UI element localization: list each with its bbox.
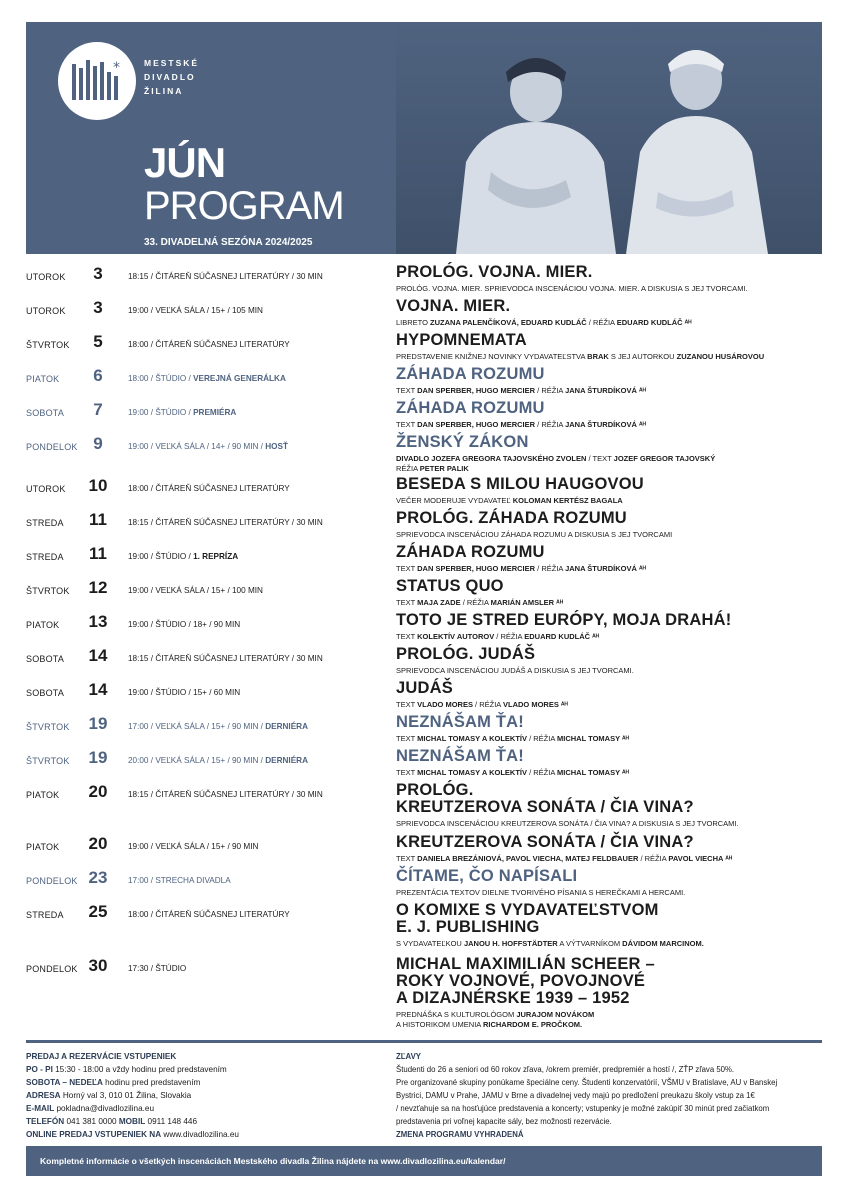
event-credits bbox=[396, 564, 822, 574]
event-venue-info bbox=[128, 518, 323, 527]
event-day: PIATOK bbox=[26, 790, 60, 800]
venue-text: 18:00 / ČITÁREŇ SÚČASNEJ LITERATÚRY bbox=[128, 484, 290, 493]
event-venue-info bbox=[128, 790, 323, 799]
event-title bbox=[396, 544, 822, 561]
credit-name: KOLEKTÍV AUTOROV bbox=[417, 632, 495, 641]
event-credits bbox=[396, 530, 822, 540]
event-venue-info bbox=[128, 586, 263, 595]
event-title-line: PROLÓG. bbox=[396, 781, 474, 799]
credit-label: / RÉŽIA bbox=[494, 632, 525, 641]
credit-name: MICHAL TOMASY A KOLEKTÍV bbox=[417, 734, 527, 743]
event-credits bbox=[396, 318, 822, 328]
event-venue-info bbox=[128, 842, 258, 851]
event-credits bbox=[396, 598, 822, 608]
venue-text: 18:15 / ČITÁREŇ SÚČASNEJ LITERATÚRY / 30 MIN bbox=[128, 272, 323, 281]
discount-line: / nevzťahuje sa na hosťujúce predstavenia a koncerty; vstupenky je možné zakúpiť 30 minút pred začiatkom bbox=[396, 1104, 770, 1113]
event-day: ŠTVRTOK bbox=[26, 586, 70, 596]
event-date: 3 bbox=[93, 298, 103, 317]
credit-name: JANA ŠTURDÍKOVÁ ᴬᴴ bbox=[565, 420, 646, 429]
discount-line: predstavenia pri voľnej kapacite sály, bez možnosti rezervácie. bbox=[396, 1117, 612, 1126]
email-link[interactable]: pokladna@divadlozilina.eu bbox=[54, 1104, 155, 1113]
event-day: PIATOK bbox=[26, 620, 60, 630]
event-title-line: KREUTZEROVA SONÁTA / ČIA VINA? bbox=[396, 833, 694, 851]
credit-name: MICHAL TOMASY ᴬᴴ bbox=[557, 734, 629, 743]
event-venue-info bbox=[128, 688, 240, 697]
credit-name: RICHARDOM E. PROČKOM. bbox=[482, 1019, 583, 1029]
credit-label: RÉŽIA bbox=[396, 463, 420, 473]
credit-label: / RÉŽIA bbox=[535, 420, 566, 429]
ticket-line: ONLINE PREDAJ VSTUPENIEK NA www.divadlozilina.eu bbox=[26, 1130, 239, 1139]
logo-line: DIVADLO bbox=[144, 72, 196, 82]
event-credits bbox=[396, 464, 822, 474]
event-title bbox=[396, 476, 822, 493]
event-venue-info bbox=[128, 408, 236, 417]
event-date: 7 bbox=[93, 400, 103, 419]
event-title-line: STATUS QUO bbox=[396, 577, 504, 595]
credit-label: SPRIEVODCA INSCENÁCIOU JUDÁŠ A DISKUSIA S JEJ TVORCAMI. bbox=[396, 666, 634, 675]
event-title-line: HYPOMNEMATA bbox=[396, 331, 527, 349]
credit-label: / RÉŽIA bbox=[638, 854, 669, 863]
month-title: JÚN bbox=[144, 139, 226, 186]
credit-label: PROLÓG. VOJNA. MIER. SPRIEVODCA INSCENÁCIOU VOJNA. MIER. A DISKUSIA S JEJ TVORCAMI. bbox=[396, 284, 748, 293]
venue-text: 18:00 / ČITÁREŇ SÚČASNEJ LITERATÚRY bbox=[128, 340, 290, 349]
event-day: SOBOTA bbox=[26, 654, 65, 664]
event-title-line: KREUTZEROVA SONÁTA / ČIA VINA? bbox=[396, 798, 694, 816]
header-banner bbox=[26, 22, 822, 254]
discount-line: Študenti do 26 a seniori od 60 rokov zľava, /okrem premiér, predpremiér a hostí /, ZŤP zľava 50%. bbox=[396, 1065, 735, 1074]
venue-text: 19:00 / ŠTÚDIO / 15+ / 60 MIN bbox=[128, 688, 241, 697]
discount-line: Pre organizované skupiny ponúkame špeciálne ceny. Študenti konzervatórií, VŠMU v Bratislave, AU v Banskej bbox=[396, 1078, 778, 1087]
credit-name: PAVOL VIECHA ᴬᴴ bbox=[668, 854, 733, 863]
event-credits bbox=[396, 700, 822, 710]
event-day: PIATOK bbox=[26, 842, 60, 852]
logo-wordmark bbox=[144, 56, 199, 98]
event-title bbox=[396, 646, 822, 663]
credit-label: / RÉŽIA bbox=[472, 700, 503, 709]
credit-label: A HISTORIKOM UMENIA bbox=[396, 1019, 483, 1029]
event-venue-info bbox=[128, 374, 286, 383]
credit-name: BRAK bbox=[587, 352, 609, 361]
event-title-line: NEZNÁŠAM ŤA! bbox=[396, 747, 524, 765]
event-title bbox=[396, 510, 822, 527]
event-tag: HOSŤ bbox=[265, 442, 288, 451]
event-venue-info bbox=[128, 442, 288, 451]
venue-text: 19:00 / ŠTÚDIO / 18+ / 90 MIN bbox=[128, 620, 241, 629]
event-title-line: ČÍTAME, ČO NAPÍSALI bbox=[396, 867, 578, 885]
discount-line: Bystrici, DAMU v Prahe, JAMU v Brne a divadelnej vedy majú po predložení preukazu školy vstup za 1€ bbox=[396, 1091, 755, 1100]
discounts-heading: ZĽAVY bbox=[396, 1052, 421, 1061]
ticket-line: PO - PI 15:30 - 18:00 a vždy hodinu pred predstavením bbox=[26, 1065, 227, 1074]
event-title-line: E. J. PUBLISHING bbox=[396, 918, 540, 936]
credit-label: / RÉŽIA bbox=[535, 564, 566, 573]
event-day: PONDELOK bbox=[26, 964, 78, 974]
event-title bbox=[396, 332, 822, 349]
event-venue-info bbox=[128, 306, 263, 315]
credit-name: VLADO MORES ᴬᴴ bbox=[502, 700, 568, 709]
svg-text:*: * bbox=[113, 60, 120, 76]
event-day: ŠTVRTOK bbox=[26, 340, 70, 350]
event-day: ŠTVRTOK bbox=[26, 722, 70, 732]
credit-label: TEXT bbox=[396, 768, 418, 777]
venue-text: 20:00 / VEĽKÁ SÁLA / 15+ / 90 MIN / bbox=[128, 756, 266, 765]
credit-label: LIBRETO bbox=[396, 318, 431, 327]
credit-label: TEXT bbox=[396, 734, 418, 743]
ticket-line: E-MAIL pokladna@divadlozilina.eu bbox=[26, 1104, 155, 1113]
credit-name: ZUZANA PALENČÍKOVÁ, EDUARD KUDLÁČ bbox=[430, 318, 587, 327]
event-venue-info bbox=[128, 654, 323, 663]
event-date: 20 bbox=[88, 834, 108, 853]
event-date: 19 bbox=[88, 714, 108, 733]
venue-text: 19:00 / VEĽKÁ SÁLA / 14+ / 90 MIN / bbox=[128, 442, 266, 451]
venue-text: 19:00 / ŠTÚDIO / bbox=[128, 408, 194, 417]
event-date: 23 bbox=[88, 868, 108, 887]
event-day: STREDA bbox=[26, 552, 64, 562]
event-day: UTOROK bbox=[26, 272, 66, 282]
event-title-line: PROLÓG. VOJNA. MIER. bbox=[396, 263, 593, 281]
program-title: PROGRAM bbox=[144, 184, 344, 228]
credit-label: VEČER MODERUJE VYDAVATEĽ bbox=[396, 496, 513, 505]
event-day: PIATOK bbox=[26, 374, 60, 384]
credit-name: VLADO MORES bbox=[417, 700, 473, 709]
actors-photo bbox=[396, 22, 822, 254]
event-credits bbox=[396, 888, 822, 898]
logo-line: ŽILINA bbox=[144, 86, 184, 96]
event-venue-info bbox=[128, 272, 323, 281]
event-title-line: ŽENSKÝ ZÁKON bbox=[396, 433, 529, 451]
event-day: SOBOTA bbox=[26, 688, 65, 698]
credit-name: DAN SPERBER, HUGO MERCIER bbox=[417, 420, 536, 429]
event-title bbox=[396, 578, 822, 595]
event-credits bbox=[396, 352, 822, 362]
credit-name: DÁVIDOM MARCINOM. bbox=[622, 939, 704, 948]
credit-label: TEXT bbox=[396, 598, 418, 607]
credit-label: / RÉŽIA bbox=[535, 386, 566, 395]
credit-label: TEXT bbox=[396, 564, 418, 573]
event-date: 5 bbox=[93, 332, 103, 351]
logo-line: MESTSKÉ bbox=[144, 58, 200, 68]
event-date: 30 bbox=[88, 956, 108, 975]
event-date: 25 bbox=[88, 902, 108, 921]
credit-label: / RÉŽIA bbox=[586, 318, 617, 327]
credit-label: A VÝTVARNÍKOM bbox=[557, 939, 623, 948]
event-credits bbox=[396, 666, 822, 676]
credit-name: PETER PALIK bbox=[419, 463, 469, 473]
event-title bbox=[396, 400, 822, 417]
event-title bbox=[396, 782, 822, 816]
event-date: 14 bbox=[88, 646, 108, 665]
event-title bbox=[396, 956, 822, 1007]
event-title bbox=[396, 714, 822, 731]
credit-label: S VYDAVATEĽKOU bbox=[396, 939, 464, 948]
event-venue-info bbox=[128, 910, 290, 919]
credit-name: DAN SPERBER, HUGO MERCIER bbox=[417, 386, 536, 395]
credit-name: MAJA ZADE bbox=[417, 598, 461, 607]
credit-name: KOLOMAN KERTÉSZ BAGALA bbox=[512, 496, 623, 505]
credit-name: MICHAL TOMASY A KOLEKTÍV bbox=[417, 768, 527, 777]
event-credits bbox=[396, 1020, 822, 1030]
event-title-line: ZÁHADA ROZUMU bbox=[396, 365, 545, 383]
event-tag: DERNIÉRA bbox=[265, 756, 308, 765]
credit-label: / TEXT bbox=[586, 454, 614, 463]
footer-divider bbox=[26, 1040, 822, 1043]
event-venue-info bbox=[128, 756, 308, 765]
event-title bbox=[396, 868, 822, 885]
event-date: 11 bbox=[89, 544, 107, 563]
event-credits bbox=[396, 284, 822, 294]
event-date: 3 bbox=[93, 264, 103, 283]
venue-text: 19:00 / ŠTÚDIO / bbox=[128, 552, 194, 561]
event-title bbox=[396, 298, 822, 315]
credit-label: TEXT bbox=[396, 854, 418, 863]
venue-text: 18:15 / ČITÁREŇ SÚČASNEJ LITERATÚRY / 30 MIN bbox=[128, 790, 323, 799]
program-change-note: ZMENA PROGRAMU VYHRADENÁ bbox=[396, 1130, 524, 1139]
ticket-heading: PREDAJ A REZERVÁCIE VSTUPENIEK bbox=[26, 1052, 177, 1061]
event-credits bbox=[396, 1010, 822, 1020]
event-date: 14 bbox=[88, 680, 108, 699]
event-date: 6 bbox=[93, 366, 103, 385]
credit-name: EDUARD KUDLÁČ ᴬᴴ bbox=[616, 318, 692, 327]
ticket-info bbox=[26, 1050, 366, 1141]
calendar-link-text[interactable]: Kompletné informácie o všetkých inscenáciách Mestského divadla Žilina nájdete na www.divadlozilina.eu/kalendar/ bbox=[40, 1156, 506, 1166]
event-title-line: NEZNÁŠAM ŤA! bbox=[396, 713, 524, 731]
event-title bbox=[396, 264, 822, 281]
event-venue-info bbox=[128, 722, 308, 731]
event-credits bbox=[396, 386, 822, 396]
event-day: SOBOTA bbox=[26, 408, 65, 418]
venue-text: 17:30 / ŠTÚDIO bbox=[128, 964, 187, 973]
event-venue-info bbox=[128, 340, 290, 349]
event-credits bbox=[396, 632, 822, 642]
event-title-line: MICHAL MAXIMILIÁN SCHEER – bbox=[396, 955, 655, 973]
event-venue-info bbox=[128, 484, 290, 493]
credit-name: JANA ŠTURDÍKOVÁ ᴬᴴ bbox=[565, 564, 646, 573]
credit-name: MARIÁN AMSLER ᴬᴴ bbox=[490, 598, 564, 607]
credit-label: TEXT bbox=[396, 700, 418, 709]
event-credits bbox=[396, 496, 822, 506]
credit-name: DANIELA BREZÁNIOVÁ, PAVOL VIECHA, MATEJ FELDBAUER bbox=[417, 854, 639, 863]
credit-label: SPRIEVODCA INSCENÁCIOU ZÁHADA ROZUMU A DISKUSIA S JEJ TVORCAMI bbox=[396, 530, 673, 539]
venue-text: 19:00 / VEĽKÁ SÁLA / 15+ / 100 MIN bbox=[128, 586, 263, 595]
event-title-line: O KOMIXE S VYDAVATEĽSTVOM bbox=[396, 901, 659, 919]
venue-text: 18:15 / ČITÁREŇ SÚČASNEJ LITERATÚRY / 30 MIN bbox=[128, 518, 323, 527]
credit-name: JANA ŠTURDÍKOVÁ ᴬᴴ bbox=[565, 386, 646, 395]
event-date: 13 bbox=[88, 612, 108, 631]
event-venue-info bbox=[128, 552, 238, 561]
venue-text: 19:00 / VEĽKÁ SÁLA / 15+ / 105 MIN bbox=[128, 306, 263, 315]
venue-text: 18:00 / ČITÁREŇ SÚČASNEJ LITERATÚRY bbox=[128, 910, 290, 919]
event-title-line: JUDÁŠ bbox=[396, 679, 453, 697]
event-date: 12 bbox=[88, 578, 108, 597]
venue-text: 19:00 / VEĽKÁ SÁLA / 15+ / 90 MIN bbox=[128, 842, 259, 851]
credit-label: PREDSTAVENIE KNIŽNEJ NOVINKY VYDAVATEĽSTVA bbox=[396, 352, 588, 361]
event-day: UTOROK bbox=[26, 484, 66, 494]
event-credits bbox=[396, 939, 822, 949]
event-venue-info bbox=[128, 876, 231, 885]
event-day: ŠTVRTOK bbox=[26, 756, 70, 766]
credit-name: JOZEF GREGOR TAJOVSKÝ bbox=[613, 454, 716, 463]
credit-label: TEXT bbox=[396, 632, 418, 641]
credit-label: PREZENTÁCIA TEXTOV DIELNE TVORIVÉHO PÍSANIA S HEREČKAMI A HERCAMI. bbox=[396, 888, 686, 897]
event-credits bbox=[396, 768, 822, 778]
event-title bbox=[396, 366, 822, 383]
event-title-line: TOTO JE STRED EURÓPY, MOJA DRAHÁ! bbox=[396, 611, 732, 629]
event-title-line: BESEDA S MILOU HAUGOVOU bbox=[396, 475, 644, 493]
credit-label: TEXT bbox=[396, 420, 418, 429]
venue-text: 18:00 / ŠTÚDIO / bbox=[128, 374, 194, 383]
credit-label: / RÉŽIA bbox=[460, 598, 491, 607]
event-tag: DERNIÉRA bbox=[265, 722, 308, 731]
credit-name: JANOU H. HOFFSTÄDTER bbox=[463, 939, 558, 948]
credit-label: PREDNÁŠKA S KULTUROLÓGOM bbox=[396, 1010, 517, 1019]
event-date: 20 bbox=[88, 782, 108, 801]
event-tag: PREMIÉRA bbox=[193, 408, 237, 417]
event-day: STREDA bbox=[26, 518, 64, 528]
credit-label: / RÉŽIA bbox=[527, 734, 558, 743]
website-link[interactable]: www.divadlozilina.eu bbox=[161, 1130, 239, 1139]
ticket-line: TELEFÓN 041 381 0000 MOBIL 0911 148 446 bbox=[26, 1117, 198, 1126]
event-credits bbox=[396, 454, 822, 464]
event-title bbox=[396, 680, 822, 697]
event-tag: 1. REPRÍZA bbox=[193, 552, 239, 561]
venue-text: 17:00 / VEĽKÁ SÁLA / 15+ / 90 MIN / bbox=[128, 722, 266, 731]
ticket-line: ADRESA Horný val 3, 010 01 Žilina, Slovakia bbox=[26, 1091, 192, 1100]
event-credits bbox=[396, 819, 822, 829]
season-label: 33. DIVADELNÁ SEZÓNA 2024/2025 bbox=[144, 237, 313, 248]
credit-name: ZUZANOU HUSÁROVOU bbox=[676, 352, 765, 361]
event-title bbox=[396, 434, 822, 451]
event-day: PONDELOK bbox=[26, 442, 78, 452]
ticket-line: SOBOTA – NEDEĽA hodinu pred predstavením bbox=[26, 1078, 201, 1087]
event-day: STREDA bbox=[26, 910, 64, 920]
event-title bbox=[396, 834, 822, 851]
credit-name: EDUARD KUDLÁČ ᴬᴴ bbox=[524, 632, 600, 641]
bottom-banner bbox=[26, 1146, 822, 1176]
event-title-line: ZÁHADA ROZUMU bbox=[396, 399, 545, 417]
event-date: 19 bbox=[88, 748, 108, 767]
credit-label: S JEJ AUTORKOU bbox=[608, 352, 677, 361]
theatre-logo bbox=[58, 42, 136, 120]
event-title-line: ROKY VOJNOVÉ, POVOJNOVÉ bbox=[396, 972, 646, 990]
event-day: PONDELOK bbox=[26, 876, 78, 886]
event-credits bbox=[396, 734, 822, 744]
credit-name: DAN SPERBER, HUGO MERCIER bbox=[417, 564, 536, 573]
event-credits bbox=[396, 420, 822, 430]
event-venue-info bbox=[128, 964, 186, 973]
event-date: 9 bbox=[93, 434, 103, 453]
credit-label: SPRIEVODCA INSCENÁCIOU KREUTZEROVA SONÁTA / ČIA VINA? A DISKUSIA S JEJ TVORCAMI. bbox=[396, 819, 739, 828]
venue-text: 18:15 / ČITÁREŇ SÚČASNEJ LITERATÚRY / 30 MIN bbox=[128, 654, 323, 663]
credit-name: JURAJOM NOVÁKOM bbox=[516, 1010, 595, 1019]
event-date: 10 bbox=[88, 476, 108, 495]
event-tag: VEREJNÁ GENERÁLKA bbox=[193, 374, 286, 383]
event-title bbox=[396, 612, 822, 629]
event-venue-info bbox=[128, 620, 240, 629]
event-date: 11 bbox=[89, 510, 107, 529]
event-title-line: PROLÓG. JUDÁŠ bbox=[396, 645, 536, 663]
credit-label: TEXT bbox=[396, 386, 418, 395]
event-day: UTOROK bbox=[26, 306, 66, 316]
venue-text: 17:00 / STRECHA DIVADLA bbox=[128, 876, 231, 885]
credit-name: DIVADLO JOZEFA GREGORA TAJOVSKÉHO ZVOLEN bbox=[396, 454, 587, 463]
event-credits bbox=[396, 854, 822, 864]
event-title bbox=[396, 748, 822, 765]
event-title-line: PROLÓG. ZÁHADA ROZUMU bbox=[396, 509, 627, 527]
event-title-line: A DIZAJNÉRSKE 1939 – 1952 bbox=[396, 989, 630, 1007]
event-title bbox=[396, 902, 822, 936]
event-title-line: ZÁHADA ROZUMU bbox=[396, 543, 545, 561]
credit-label: / RÉŽIA bbox=[527, 768, 558, 777]
discounts-info bbox=[396, 1050, 816, 1141]
credit-name: MICHAL TOMASY ᴬᴴ bbox=[557, 768, 629, 777]
event-title-line: VOJNA. MIER. bbox=[396, 297, 511, 315]
